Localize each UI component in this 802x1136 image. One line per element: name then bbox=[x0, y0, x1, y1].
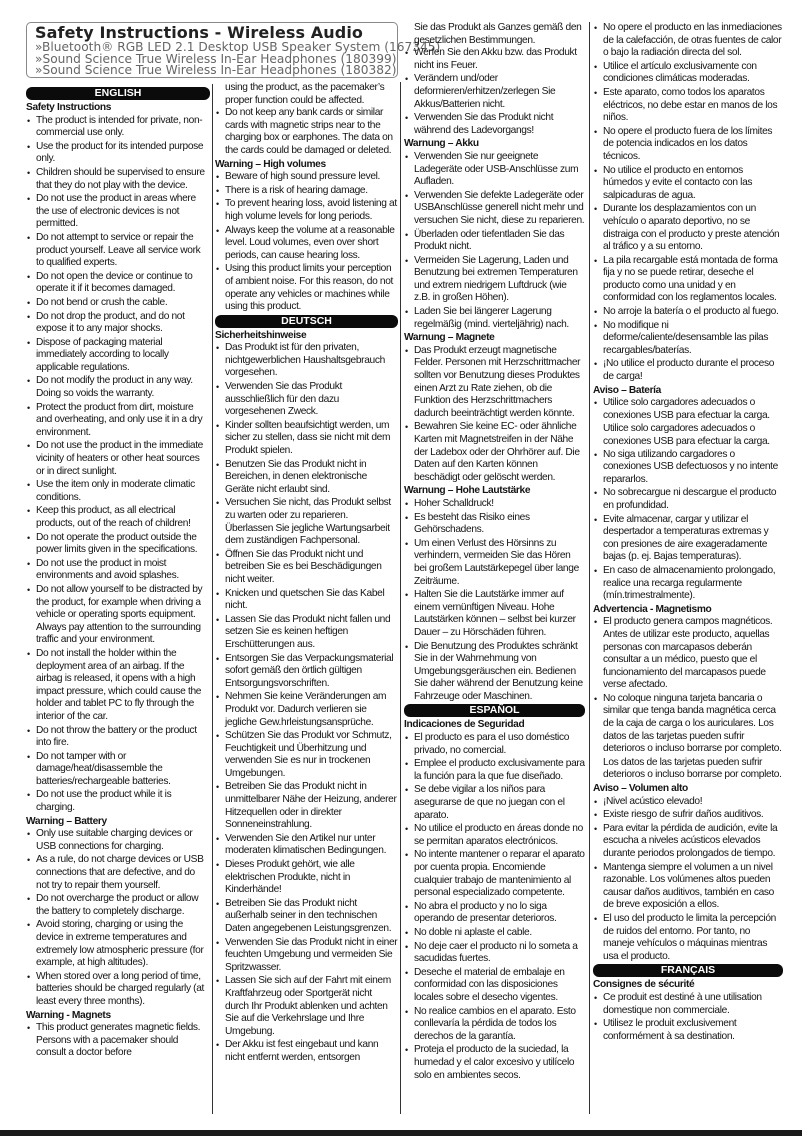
section-title: Indicaciones de Seguridad bbox=[404, 719, 525, 731]
list-item: • This product generates magnetic fields. Persons with a pacemaker should consult a doctor before bbox=[26, 1022, 210, 1060]
list-item: • Use the item only in moderate climatic conditions. bbox=[26, 479, 210, 504]
column-3 bbox=[404, 22, 585, 1083]
section-title: Warning – Battery bbox=[26, 815, 107, 827]
list-item: • Entsorgen Sie das Verpackungsmaterial sofort gemäß den örtlich gültigen Entsorgungsvorschriften. bbox=[215, 653, 398, 691]
list-item: • Verwenden Sie das Produkt ausschließlich für den dazu vorgesehenen Zweck. bbox=[215, 381, 398, 419]
document-header bbox=[26, 22, 441, 78]
list-item-continued: using the product, as the pacemaker’s proper function could be affected. bbox=[225, 82, 385, 106]
list-item: • Verändern und/oder deformieren/erhitzen/zerlegen Sie Akkus/Batterien nicht. bbox=[404, 73, 585, 111]
list-item: • Do not allow yourself to be distracted by the product, for example when driving a vehicle or operating sports equipment. Always pay attention to the surrounding traffic and your environment. bbox=[26, 584, 210, 647]
list-item: • No deje caer el producto ni lo someta a sacudidas fuertes. bbox=[404, 941, 585, 966]
list-item: • No utilice el producto en entornos húmedos y evite el contacto con las salpicaduras de agua. bbox=[593, 165, 783, 203]
list-item: • Verwenden Sie das Produkt nicht in einer feuchten Umgebung und vermeiden Sie Spritzwasser. bbox=[215, 937, 398, 975]
list-item: • Do not open the device or continue to operate it if it becomes damaged. bbox=[26, 271, 210, 296]
list-item: • Do not operate the product outside the power limits given in the specifications. bbox=[26, 532, 210, 557]
section-title: Warnung – Magnete bbox=[404, 332, 495, 344]
section-title: Warning – High volumes bbox=[215, 158, 326, 170]
list-item: • No arroje la batería o el producto al fuego. bbox=[593, 306, 783, 319]
lang-header-deutsch: DEUTSCH bbox=[215, 315, 398, 328]
list-item: • No siga utilizando cargadores o conexiones USB defectuosos y no intente repararlos. bbox=[593, 449, 783, 487]
list-item: • Se debe vigilar a los niños para asegurarse de que no juegan con el aparato. bbox=[404, 784, 585, 822]
list-item: • The product is intended for private, non-commercial use only. bbox=[26, 115, 210, 140]
column-2 bbox=[215, 82, 398, 1066]
list-item: • Hoher Schalldruck! bbox=[404, 498, 585, 511]
list-item: • Laden Sie bei längerer Lagerung regelmäßig (mind. vierteljährig) nach. bbox=[404, 306, 585, 331]
list-item: • Do not tamper with or damage/heat/disassemble the batteries/rechargeable batteries. bbox=[26, 751, 210, 789]
list-item: • Nehmen Sie keine Veränderungen am Produkt vor. Dadurch verlieren sie jegliche Gew.hrleistungsansprüche. bbox=[215, 691, 398, 729]
list-item: • Knicken und quetschen Sie das Kabel nicht. bbox=[215, 588, 398, 613]
list-item: • Verwenden Sie defekte Ladegeräte oder USBAnschlüsse generell nicht mehr und versuchen Sie nicht, diese zu reparieren. bbox=[404, 190, 585, 228]
list-item: • Always keep the volume at a reasonable level. Loud volumes, even over short periods, can cause hearing loss. bbox=[215, 225, 398, 263]
list-item: • Using this product limits your perception of ambient noise. For this reason, do not operate any vehicles or machines while using this product. bbox=[215, 263, 398, 313]
list-item: • Lassen Sie das Produkt nicht fallen und setzen Sie es keinen heftigen Erschütterungen aus. bbox=[215, 614, 398, 652]
list-item: • No abra el producto y no lo siga operando de presentar deterioros. bbox=[404, 901, 585, 926]
list-item: • Para evitar la pérdida de audición, evite la escucha a niveles acústicos elevados durante periodos prolongados de tiempo. bbox=[593, 823, 783, 861]
column-divider-2 bbox=[400, 82, 401, 1114]
section-title: Advertencia - Magnetismo bbox=[593, 603, 712, 615]
section-title: Warnung – Hohe Lautstärke bbox=[404, 485, 531, 497]
list-item: • Children should be supervised to ensure that they do not play with the device. bbox=[26, 167, 210, 192]
list-item: • Do not attempt to service or repair the product yourself. Leave all service work to qualified experts. bbox=[26, 232, 210, 270]
list-item: • Schützen Sie das Produkt vor Schmutz, Feuchtigkeit und Überhitzung und verwenden Sie es nur in trockenen Umgebungen. bbox=[215, 730, 398, 780]
column-1 bbox=[26, 86, 210, 1061]
list-item: • Es besteht das Risiko eines Gehörschadens. bbox=[404, 512, 585, 537]
list-item: • No coloque ninguna tarjeta bancaria o similar que tenga banda magnética cerca de la caja de carga o los auriculares. Los datos de las tarjetas pueden sufrir deterioros o incluso borrarse por completo. bbox=[593, 693, 783, 756]
list-item: • Do not drop the product, and do not expose it to any major shocks. bbox=[26, 311, 210, 336]
list-item: • No modifique ni deforme/caliente/desensamble las pilas recargables/baterías. bbox=[593, 320, 783, 358]
list-item: • Verwenden Sie den Artikel nur unter moderaten klimatischen Bedingungen. bbox=[215, 833, 398, 858]
lang-header-francais: FRANÇAIS bbox=[593, 964, 783, 977]
list-item: • Do not bend or crush the cable. bbox=[26, 297, 210, 310]
product-line-1: »Bluetooth® RGB LED 2.1 Desktop USB Speaker System (167345) bbox=[35, 40, 441, 54]
list-item: • Do not use the product in areas where the use of electronic devices is not permitted. bbox=[26, 193, 210, 231]
list-item: • Do not keep any bank cards or similar cards with magnetic strips near to the charging box or earphones. The data on the cards could be damaged or deleted. bbox=[215, 107, 398, 157]
list-item: • Do not modify the product in any way. Doing so voids the warranty. bbox=[26, 375, 210, 400]
list-item: • Vermeiden Sie Lagerung, Laden und Benutzung bei extremen Temperaturen und extrem niedrigem Luftdruck (wie z.B. in großen Höhen). bbox=[404, 255, 585, 305]
column-divider-3 bbox=[589, 22, 590, 1114]
list-item: • Deseche el material de embalaje en conformidad con las disposiciones locales sobre el desecho vigentes. bbox=[404, 967, 585, 1005]
list-item: • El producto es para el uso doméstico privado, no comercial. bbox=[404, 732, 585, 757]
list-item: • La pila recargable está montada de forma fija y no se puede retirar, deseche el producto como una unidad y en conformidad con los reglamentos locales. bbox=[593, 255, 783, 305]
list-item: • ¡No utilice el producto durante el proceso de carga! bbox=[593, 358, 783, 383]
list-item: • Do not overcharge the product or allow the battery to completely discharge. bbox=[26, 893, 210, 918]
list-item: • As a rule, do not charge devices or USB connections that are defective, and do not try to repair them yourself. bbox=[26, 854, 210, 892]
list-item: • Utilice solo cargadores adecuados o conexiones USB para efectuar la carga. bbox=[593, 397, 783, 422]
section-title: Aviso – Batería bbox=[593, 384, 661, 396]
list-item: • Evite almacenar, cargar y utilizar el despertador a temperaturas extremas y con presiones de aire exageradamente bajas (p. ej. Bajas temperaturas). bbox=[593, 514, 783, 564]
section-title: Warnung – Akku bbox=[404, 138, 479, 150]
section-title: Safety Instructions bbox=[26, 102, 112, 113]
list-item: • Betreiben Sie das Produkt nicht außerhalb seiner in den technischen Daten angegebenen Leistungsgrenzen. bbox=[215, 898, 398, 936]
list-item: • To prevent hearing loss, avoid listening at high volume levels for long periods. bbox=[215, 198, 398, 223]
list-item: • Do not throw the battery or the product into fire. bbox=[26, 725, 210, 750]
list-item: • Durante los desplazamientos con un vehículo o aparato deportivo, no se distraiga con el producto y preste atención al tráfico y a su entorno. bbox=[593, 203, 783, 253]
list-item: • Do not use the product in the immediate vicinity of heaters or other heat sources or in direct sunlight. bbox=[26, 440, 210, 478]
list-item: • Only use suitable charging devices or USB connections for charging. bbox=[26, 828, 210, 853]
list-item: • Öffnen Sie das Produkt nicht und betreiben Sie es bei Beschädigungen nicht weiter. bbox=[215, 549, 398, 587]
repeated-text: Utilice solo cargadores adecuados o conexiones USB para efectuar la carga. bbox=[603, 423, 770, 447]
list-item: • Versuchen Sie nicht, das Produkt selbst zu warten oder zu reparieren. Überlassen Sie jegliche Wartungsarbeit dem zuständigen Fachpersonal. bbox=[215, 497, 398, 547]
list-item: • No opere el producto fuera de los límites de potencia indicados en los datos técnicos. bbox=[593, 126, 783, 164]
list-item: • Verwenden Sie nur geeignete Ladegeräte oder USB-Anschlüsse zum Aufladen. bbox=[404, 151, 585, 189]
list-item: • Use the product for its intended purpose only. bbox=[26, 141, 210, 166]
list-item: • No utilice el producto en áreas donde no se permitan aparatos electrónicos. bbox=[404, 823, 585, 848]
list-item: • Dispose of packaging material immediately according to locally applicable regulations. bbox=[26, 337, 210, 375]
list-item: • En caso de almacenamiento prolongado, realice una recarga regularmente (mín.trimestralmente). bbox=[593, 565, 783, 603]
page-bottom-edge bbox=[0, 1130, 802, 1136]
list-item: • No sobrecargue ni descargue el producto en profundidad. bbox=[593, 487, 783, 512]
list-item: • Das Produkt ist für den privaten, nichtgewerblichen Haushaltsgebrauch vorgesehen. bbox=[215, 342, 398, 380]
list-item: • Um einen Verlust des Hörsinns zu verhindern, vermeiden Sie das Hören bei großem Lautstärkepegel über lange Zeiträume. bbox=[404, 538, 585, 588]
column-divider-1 bbox=[212, 84, 213, 1114]
document-title: Safety Instructions - Wireless Audio bbox=[35, 23, 364, 42]
lang-header-espanol: ESPAÑOL bbox=[404, 704, 585, 717]
list-item: • No intente mantener o reparar el aparato por cuenta propia. Encomiende cualquier trabajo de mantenimiento al personal especializado competente. bbox=[404, 849, 585, 899]
list-item: • Do not use the product in moist environments and avoid splashes. bbox=[26, 558, 210, 583]
list-item: • Beware of high sound pressure level. bbox=[215, 171, 398, 184]
section-title: Warning - Magnets bbox=[26, 1009, 111, 1021]
list-item: • No opere el producto en las inmediaciones de la calefacción, de otras fuentes de calor o bajo la radiación directa del sol. bbox=[593, 22, 783, 60]
column-4 bbox=[593, 22, 783, 1044]
list-item: • Mantenga siempre el volumen a un nivel razonable. Los volúmenes altos pueden causar daños auditivos, también en caso de breve exposición a ellos. bbox=[593, 862, 783, 912]
lang-header-english: ENGLISH bbox=[26, 87, 210, 100]
list-item: • Verwenden Sie das Produkt nicht während des Ladevorgangs! bbox=[404, 112, 585, 137]
section-title: Consignes de sécurité bbox=[593, 979, 695, 991]
list-item: • Überladen oder tiefentladen Sie das Produkt nicht. bbox=[404, 229, 585, 254]
list-item: • Este aparato, como todos los aparatos eléctricos, no debe estar en manos de los niños. bbox=[593, 87, 783, 125]
list-item: • Proteja el producto de la suciedad, la humedad y el calor excesivo y utilícelo solo en ambientes secos. bbox=[404, 1044, 585, 1082]
list-item: • Werfen Sie den Akku bzw. das Produkt nicht ins Feuer. bbox=[404, 47, 585, 72]
list-item: • No doble ni aplaste el cable. bbox=[404, 927, 585, 940]
list-item: • Bewahren Sie keine EC- oder ähnliche Karten mit Magnetstreifen in der Nähe der Ladebox oder der Ohrhörer auf. Die Daten auf den Karten können beschädigt oder gelöscht werden. bbox=[404, 421, 585, 484]
list-item: • Kinder sollten beaufsichtigt werden, um sicher zu stellen, dass sie nicht mit dem Produkt spielen. bbox=[215, 420, 398, 458]
product-line-2: »Sound Science True Wireless In-Ear Headphones (180399) bbox=[35, 51, 397, 66]
list-item: • El producto genera campos magnéticos. Antes de utilizar este producto, aquellas personas con marcapasos deberán consultar a un médico, puesto que el funcionamiento del marcapasos puede verse afectado. bbox=[593, 616, 783, 692]
list-item: • Keep this product, as all electrical products, out of the reach of children! bbox=[26, 505, 210, 530]
list-item: • Do not install the holder within the deployment area of an airbag. If the airbag is released, it opens with a high impact pressure, which could cause the holder and tablet PC to fly through the interior of the car. bbox=[26, 648, 210, 724]
list-item: • ¡Nivel acústico elevado! bbox=[593, 796, 783, 809]
list-item: • El uso del producto le limita la percepción de ruidos del entorno. Por tanto, no maneje vehículos o máquinas mientras usa el producto. bbox=[593, 913, 783, 963]
list-item: • Benutzen Sie das Produkt nicht in Bereichen, in denen elektronische Geräte nicht erlaubt sind. bbox=[215, 459, 398, 497]
list-item: • No realice cambios en el aparato. Esto conllevaría la pérdida de todos los derechos de la garantía. bbox=[404, 1006, 585, 1044]
section-title: Aviso – Volumen alto bbox=[593, 783, 688, 795]
list-item: • Das Produkt erzeugt magnetische Felder. Personen mit Herzschrittmacher sollten vor Benutzung dieses Produktes einen Arzt zu Rate ziehen, ob die Funktion des Herzschrittmachers dadurch beeinträchtigt werden könnte. bbox=[404, 345, 585, 421]
product-line-3: »Sound Science True Wireless In-Ear Headphones (180382) bbox=[35, 63, 397, 77]
list-item: • Die Benutzung des Produktes schränkt Sie in der Wahrnehmung von Umgebungsgeräuschen ein. Bedienen Sie daher während der Benutzung keine Fahrzeuge oder Maschinen. bbox=[404, 641, 585, 704]
list-item: • Protect the product from dirt, moisture and overheating, and only use it in a dry environment. bbox=[26, 402, 210, 440]
list-item: • Lassen Sie sich auf der Fahrt mit einem Kraftfahrzeug oder Sportgerät nicht durch Ihr Produkt ablenken und achten Sie auf die Verkehrslage und Ihre Umgebung. bbox=[215, 975, 398, 1038]
list-item: • Dieses Produkt gehört, wie alle elektrischen Produkte, nicht in Kinderhände! bbox=[215, 859, 398, 897]
list-item: • Betreiben Sie das Produkt nicht in unmittelbarer Nähe der Heizung, anderer Hitzequellen oder in direkter Sonneneinstrahlung. bbox=[215, 781, 398, 831]
list-item: • Halten Sie die Lautstärke immer auf einem vernünftigen Niveau. Hohe Lautstärken können – selbst bei kurzer Dauer – zu Hörschäden führen. bbox=[404, 589, 585, 639]
list-item: • There is a risk of hearing damage. bbox=[215, 185, 398, 198]
list-item: • Ce produit est destiné à une utilisation domestique non commerciale. bbox=[593, 992, 783, 1017]
list-item: • Existe riesgo de sufrir daños auditivos. bbox=[593, 809, 783, 822]
section-title: Sicherheitshinweise bbox=[215, 329, 307, 341]
repeated-text: Los datos de las tarjetas pueden sufrir deterioros o incluso borrarse por completo. bbox=[603, 756, 782, 781]
list-item: • Utilice el artículo exclusivamente con condiciones climáticas moderadas. bbox=[593, 61, 783, 86]
list-item-continued: Sie das Produkt als Ganzes gemäß den gesetzlichen Bestimmungen. bbox=[414, 22, 582, 46]
list-item: • Avoid storing, charging or using the device in extreme temperatures and extremely low atmospheric pressure (for example, at high altitudes). bbox=[26, 919, 210, 969]
list-item: • Emplee el producto exclusivamente para la función para la que fue diseñado. bbox=[404, 758, 585, 783]
list-item: • Der Akku ist fest eingebaut und kann nicht entfernt werden, entsorgen bbox=[215, 1039, 398, 1064]
list-item: • Do not use the product while it is charging. bbox=[26, 789, 210, 814]
list-item: • Utilisez le produit exclusivement conformément à sa destination. bbox=[593, 1018, 783, 1043]
list-item: • When stored over a long period of time, batteries should be charged regularly (at least every three months). bbox=[26, 971, 210, 1009]
